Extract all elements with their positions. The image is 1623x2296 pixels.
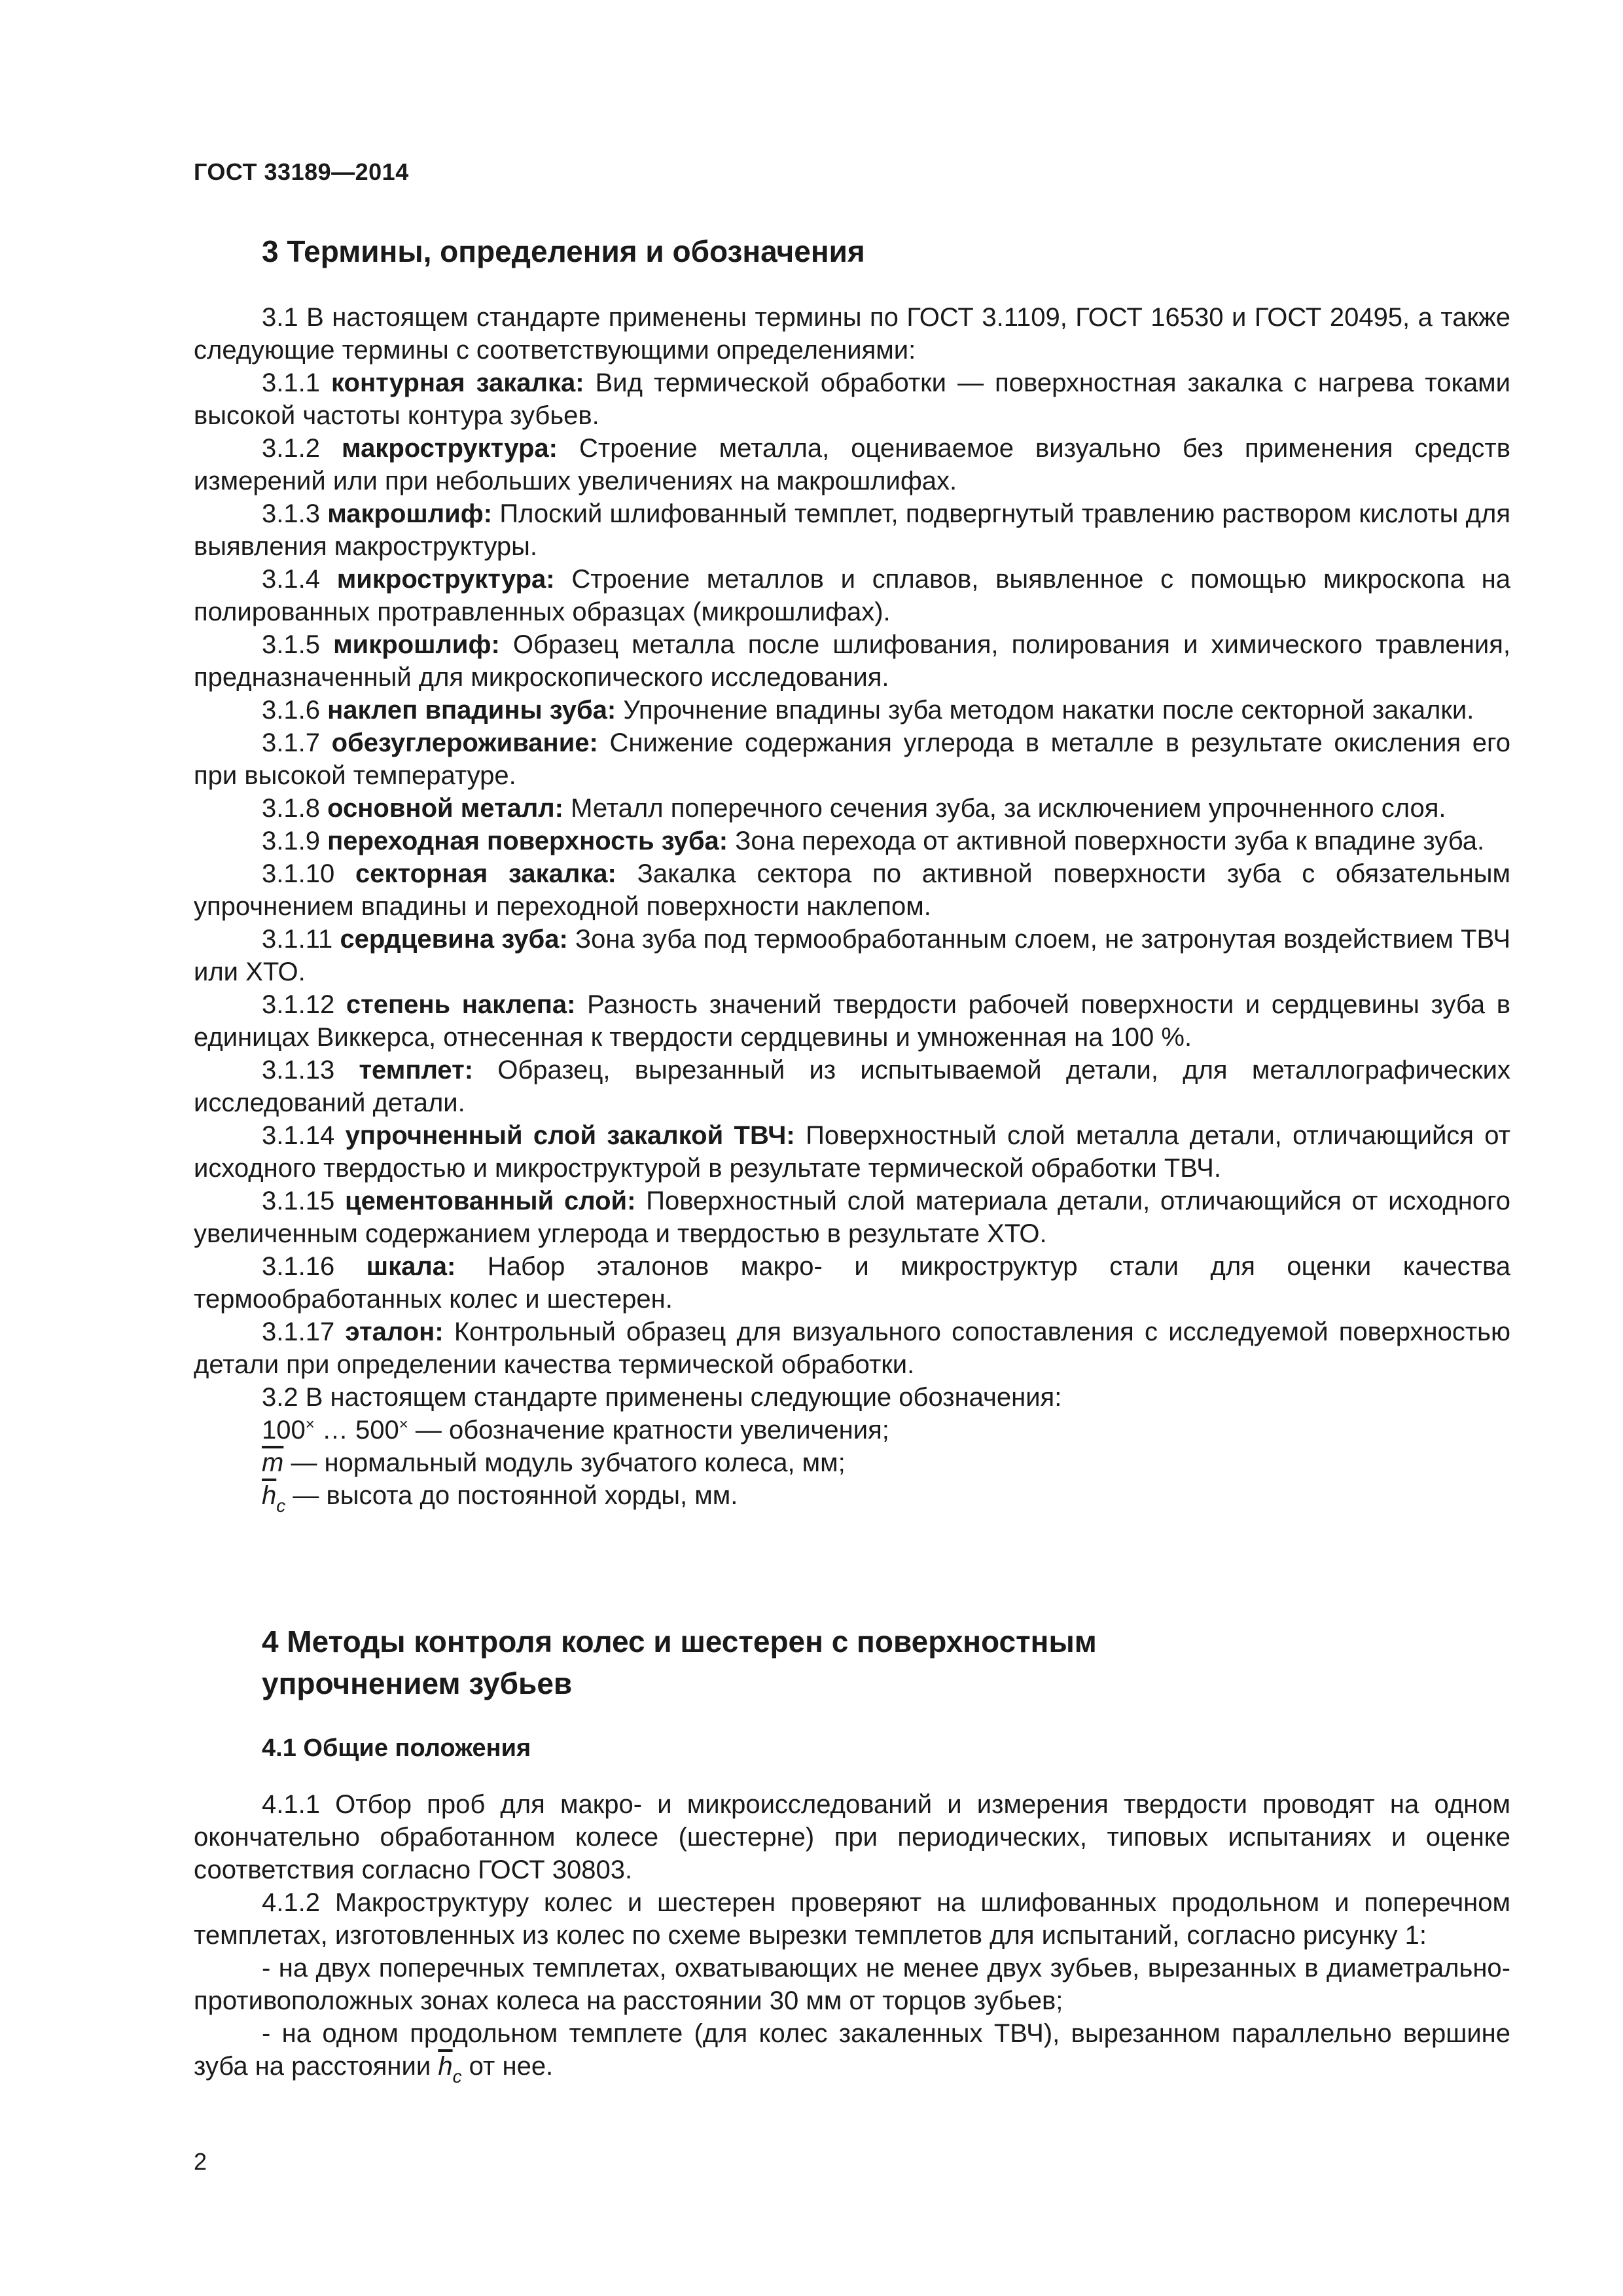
term-3-1-17: 3.1.17 эталон: Контрольный образец для визуального сопоставления с исследуемой поверхностью детали при определении качества термической обработки. (194, 1318, 1511, 1379)
term-3-1-14: 3.1.14 упрочненный слой закалкой ТВЧ: Поверхностный слой металла детали, отличающийся от исходного твердостью и микроструктурой в результате термической обработки ТВЧ. (194, 1121, 1510, 1183)
term-3-1-1: 3.1.1 контурная закалка: Вид термической обработки — поверхностная закалка с нагрева токами высокой частоты контура зубьев. (194, 368, 1511, 430)
paragraph-4-1-2: 4.1.2 Макроструктуру колес и шестерен проверяют на шлифованных продольном и поперечном темплетах, изготовленных из колес по схеме вырезки темплетов для испытаний, согласно рисунку 1: (194, 1888, 1510, 1950)
bullet-transverse-templets: - на двух поперечных темплетах, охватывающих не менее двух зубьев, вырезанных в диаметрально-противоположных зонах колеса на расстоянии 30 мм от торцов зубьев; (194, 1954, 1510, 2015)
section-3-body (194, 301, 1511, 1516)
bullet-longitudinal-templet: - на одном продольном темплете (для колес закаленных ТВЧ), вырезанном параллельно вершине зуба на расстоянии $\overline{h}_c$ от нее. (194, 2019, 1510, 2087)
term-3-1-6: 3.1.6 наклеп впадины зуба: Упрочнение впадины зуба методом накатки после секторной закалки. (262, 696, 1474, 725)
term-3-1-3: 3.1.3 макрошлиф: Плоский шлифованный темплет, подвергнутый травлению раствором кислоты для выявления макроструктуры. (194, 499, 1511, 561)
term-3-1-11: 3.1.11 сердцевина зуба: Зона зуба под термообработанным слоем, не затронутая воздействием ТВЧ или ХТО. (194, 925, 1511, 986)
symbol-module: $\overline{m}$ — нормальный модуль зубчатого колеса, мм; (262, 1448, 846, 1477)
term-3-1-15: 3.1.15 цементованный слой: Поверхностный слой материала детали, отличающийся от исходного увеличенным содержанием углерода и твердостью в результате ХТО. (194, 1187, 1510, 1248)
section-4-title-line-1: 4 Методы контроля колес и шестерен с поверхностным (262, 1624, 1097, 1659)
term-3-1-7: 3.1.7 обезуглероживание: Снижение содержания углерода в металле в результате окисления его при высокой температуре. (194, 728, 1511, 790)
section-3-2-intro: 3.2 В настоящем стандарте применены следующие обозначения: (262, 1383, 1062, 1412)
paragraph-4-1-1: 4.1.1 Отбор проб для макро- и микроисследований и измерения твердости проводят на одном окончательно обработанном колесе (шестерне) при периодических, типовых испытаниях и оценке соответствия согласно ГОСТ 30803. (194, 1790, 1510, 1884)
term-3-1-9: 3.1.9 переходная поверхность зуба: Зона перехода от активной поверхности зуба к впадине зуба. (262, 827, 1485, 855)
term-3-1-16: 3.1.16 шкала: Набор эталонов макро- и микроструктур стали для оценки качества термообработанных колес и шестерен. (194, 1252, 1511, 1314)
section-3-1-intro: 3.1 В настоящем стандарте применены термины по ГОСТ 3.1109, ГОСТ 16530 и ГОСТ 20495, а также следующие термины с соответствующими определениями: (194, 303, 1510, 365)
term-3-1-13: 3.1.13 темплет: Образец, вырезанный из испытываемой детали, для металлографических исследований детали. (194, 1056, 1510, 1117)
section-4-body (194, 1788, 1510, 2087)
section-4-title-line-2: упрочнением зубьев (262, 1666, 573, 1700)
term-3-1-2: 3.1.2 макроструктура: Строение металла, оцениваемое визуально без применения средств измерений или при небольших увеличениях на макрошлифах. (194, 434, 1511, 495)
symbol-chord-height: $\overline{h}_c$ — высота до постоянной хорды, мм. (262, 1481, 738, 1516)
term-3-1-4: 3.1.4 микроструктура: Строение металлов и сплавов, выявленное с помощью микроскопа на полированных протравленных образцах (микрошлифах). (194, 565, 1511, 626)
symbol-magnification: 100× … 500× — обозначение кратности увеличения; (262, 1416, 889, 1444)
subsection-4-1-title: 4.1 Общие положения (262, 1734, 531, 1762)
section-4-title (262, 1621, 1097, 1704)
page-number: 2 (194, 2148, 207, 2175)
section-3-title: 3 Термины, определения и обозначения (262, 234, 865, 268)
term-3-1-5: 3.1.5 микрошлиф: Образец металла после шлифования, полирования и химического травления, предназначенный для микроскопического исследования. (194, 630, 1510, 692)
document-code-header: ГОСТ 33189—2014 (194, 158, 409, 185)
term-3-1-12: 3.1.12 степень наклепа: Разность значений твердости рабочей поверхности и сердцевины зуба в единицах Виккерса, отнесенная к твердости сердцевины и умноженная на 100 %. (194, 990, 1511, 1052)
term-3-1-8: 3.1.8 основной металл: Металл поперечного сечения зуба, за исключением упрочненного слоя. (262, 794, 1446, 823)
term-3-1-10: 3.1.10 секторная закалка: Закалка сектора по активной поверхности зуба с обязательным упрочнением впадины и переходной поверхности наклепом. (194, 859, 1511, 921)
